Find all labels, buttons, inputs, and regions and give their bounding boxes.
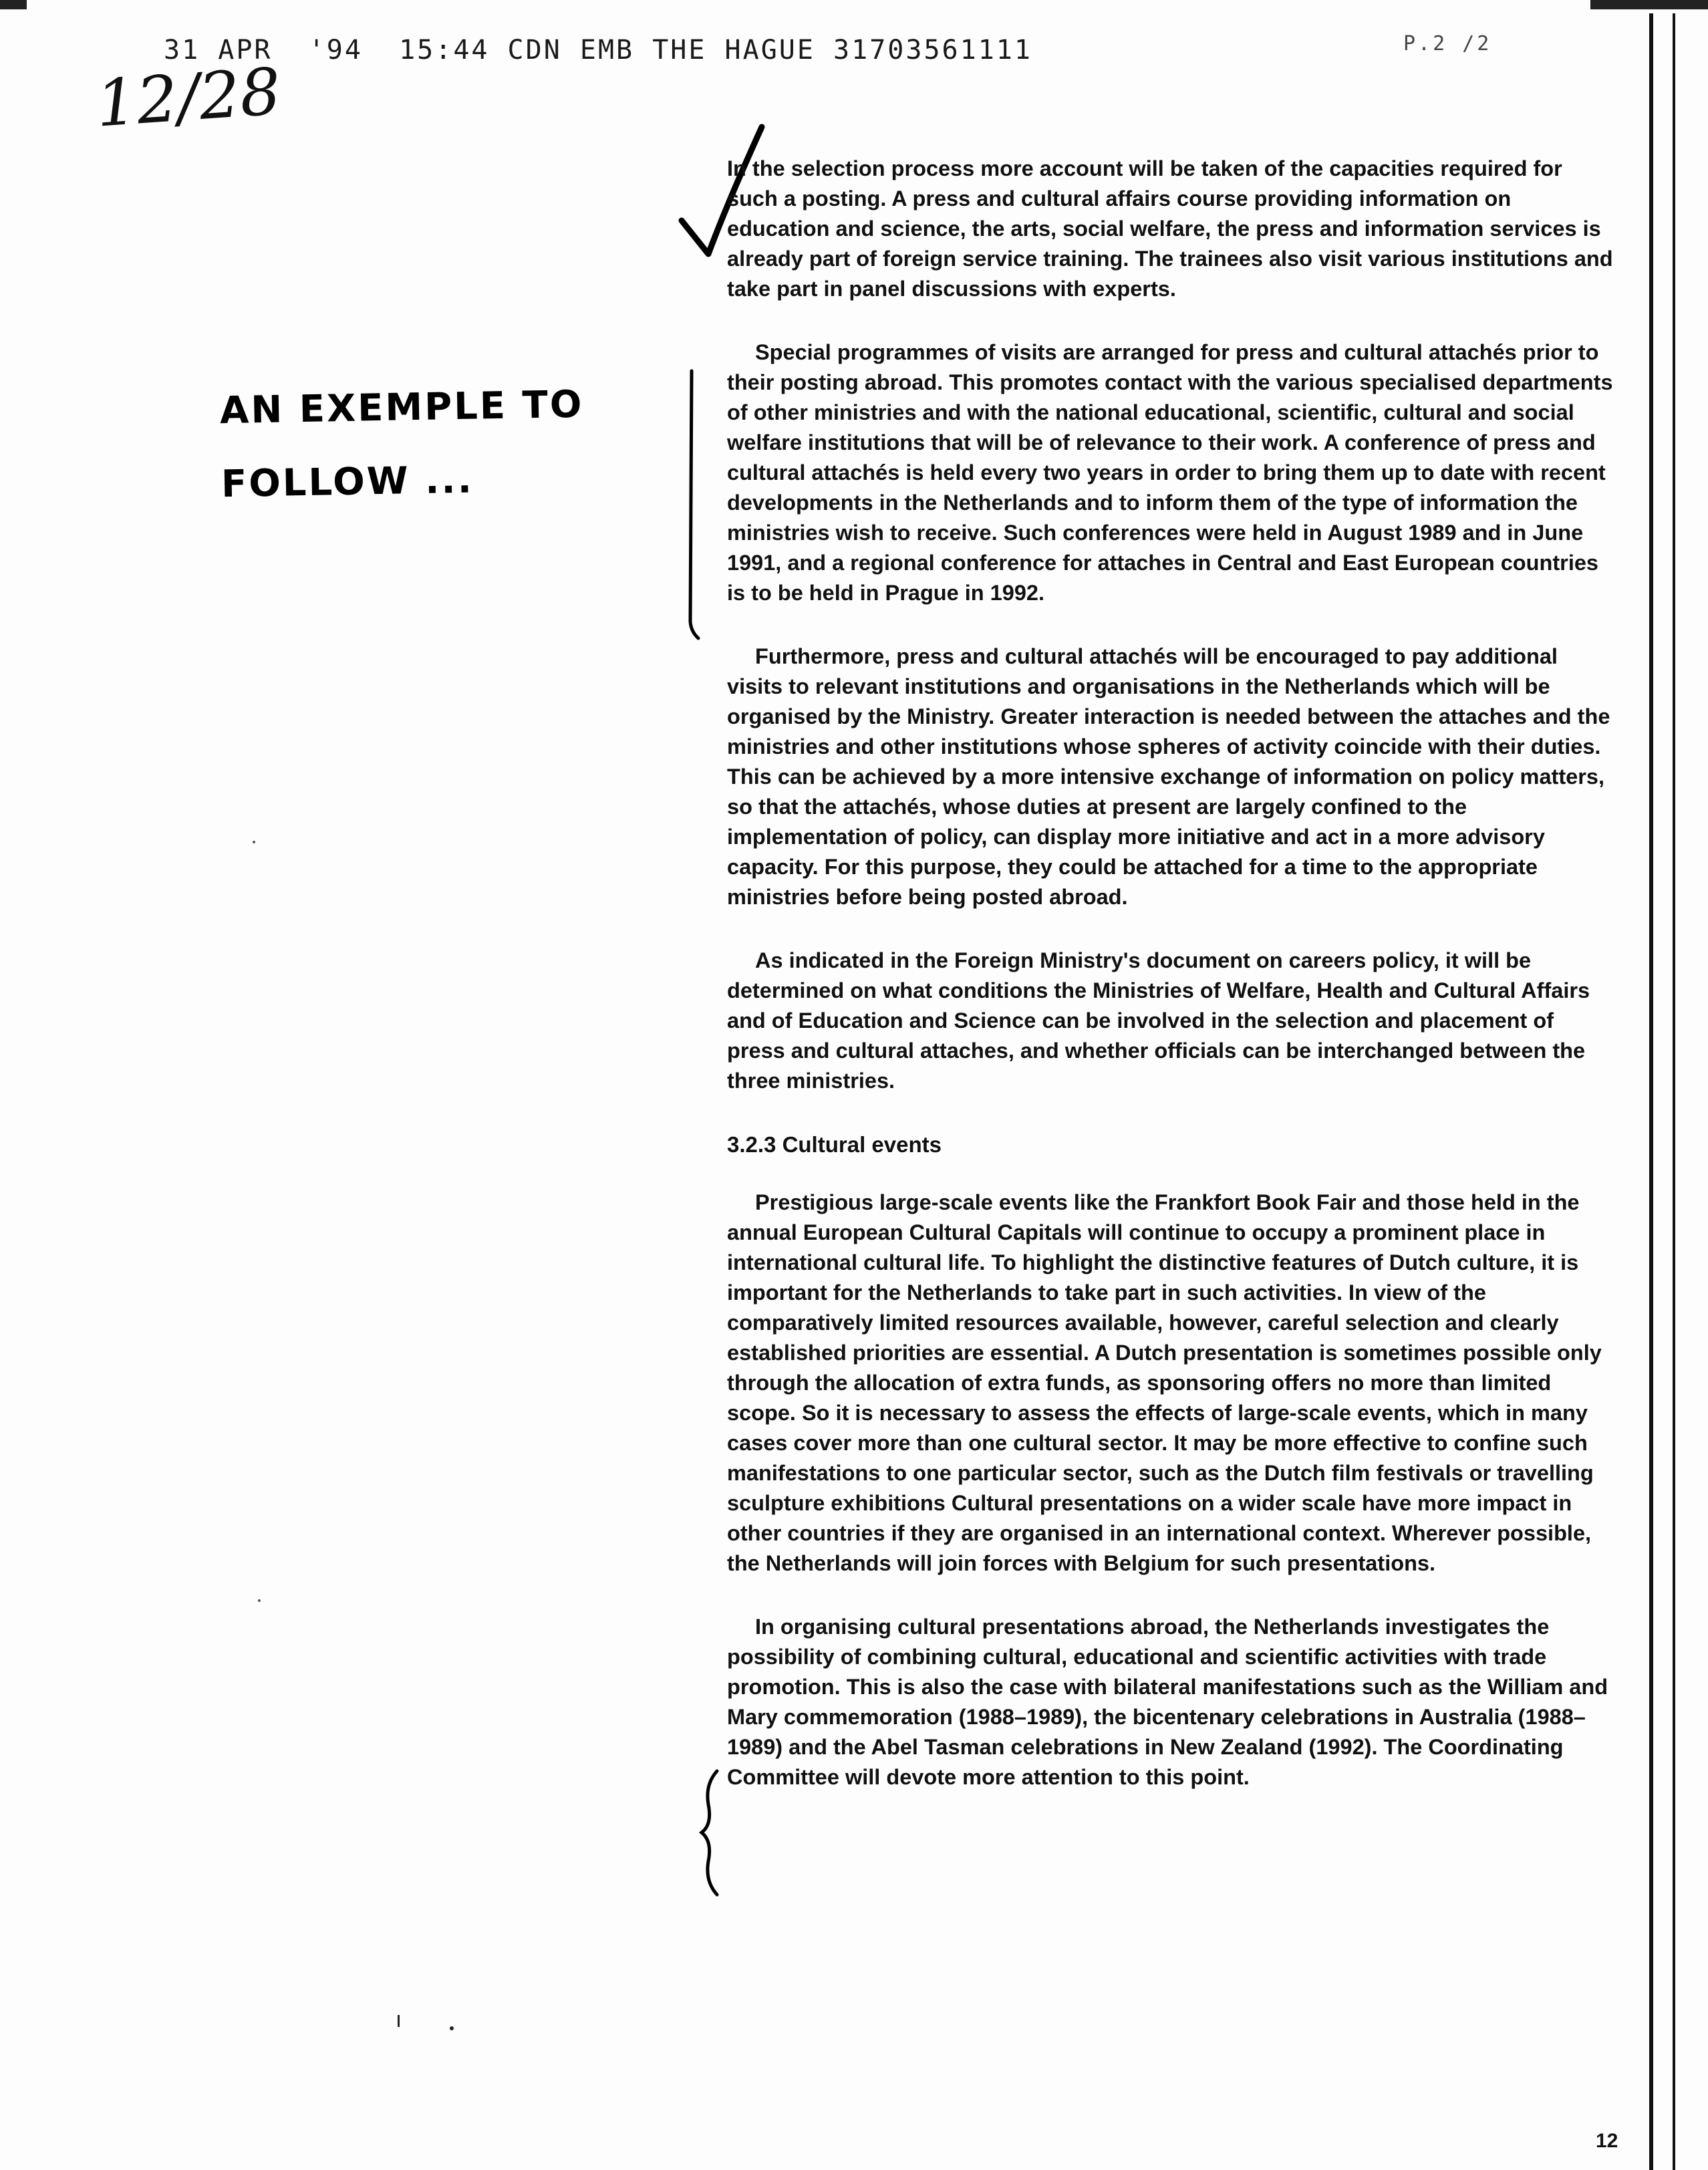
margin-brace-last-paragraph — [702, 1771, 717, 1895]
fax-header: 31 APR '94 15:44 CDN EMB THE HAGUE 31703561111 — [164, 35, 1032, 65]
fax-page-code: P.2 /2 — [1403, 32, 1492, 55]
paragraph-3: Furthermore, press and cultural attachés will be encouraged to pay additional visits to relevant institutions and organisations in the Netherlands which will be organised by the Ministry. Greater interaction is needed between the attaches and the ministries and other institutions whose spheres of activity coincide with their duties. This can be achieved by a more intensive exchange of information on policy matters, so that the attachés, whose duties at present are largely confined to the implementation of policy, can display more initiative and act in a more advisory capacity. For this purpose, they could be attached for a time to the appropriate ministries before being posted abroad. — [727, 644, 1610, 909]
handwritten-tally: 12/28 — [94, 53, 283, 142]
paragraph-2: Special programmes of visits are arranged for press and cultural attachés prior to their posting abroad. This promotes contact with the various specialised departments of other ministries and with the national educational, scientific, cultural and social welfare institutions that will be of relevance to their work. A conference of press and cultural attachés is held every two years in order to bring them up to date with recent developments in the Netherlands and to inform them of the type of information the ministries wish to receive. Such conferences were held in August 1989 and in June 1991, and a regional conference for attaches in Central and East European countries is to be held in Prague in 1992. — [727, 340, 1613, 605]
page-number: 12 — [1596, 2130, 1618, 2152]
body-text-column — [727, 154, 1616, 1826]
scan-speck — [253, 841, 255, 843]
margin-note-line-2: FOLLOW ... — [221, 458, 474, 507]
paragraph-4: As indicated in the Foreign Ministry's document on careers policy, it will be determined on what conditions the Ministries of Welfare, Health and Cultural Affairs and of Education and Science can be involved in the selection and placement of press and cultural attaches, and whether officials can be interchanged between the three ministries. — [727, 948, 1590, 1093]
paragraph-1: In the selection process more account will be taken of the capacities required for such a posting. A press and cultural affairs course providing information on education and science, the arts, social welfare, the press and information services is already part of foreign service training. The trainees also visit various institutions and take part in panel discussions with experts. — [727, 156, 1613, 301]
section-heading: 3.2.3 Cultural events — [727, 1132, 942, 1157]
margin-bracket-paragraph-2 — [690, 371, 698, 638]
scan-speck — [398, 2015, 400, 2027]
paragraph-5: Prestigious large-scale events like the Frankfort Book Fair and those held in the annual European Cultural Capitals will continue to occupy a prominent place in international cultural life. To highlight the distinctive features of Dutch culture, it is important for the Netherlands to take part in such activities. In view of the comparatively limited resources available, however, careful selection and clearly established priorities are essential. A Dutch presentation is sometimes possible only through the allocation of extra funds, as sponsoring offers no more than limited scope. So it is necessary to assess the effects of large-scale events, which in many cases cover more than one cultural sector. It may be more effective to confine such manifestations to one particular sector, such as the Dutch film festivals or travelling sculpture exhibitions Cultural presentations on a wider scale have more impact in other countries if they are organised in an international context. Wherever possible, the Netherlands will join forces with Belgium for such presentations. — [727, 1190, 1602, 1575]
scan-speck — [258, 1599, 261, 1602]
scan-speck — [450, 2026, 454, 2030]
paragraph-6: In organising cultural presentations abroad, the Netherlands investigates the possibility of combining cultural, educational and scientific activities with trade promotion. This is also the case with bilateral manifestations such as the William and Mary commemoration (1988–1989), the bicentenary celebrations in Australia (1988–1989) and the Abel Tasman celebrations in New Zealand (1992). The Coordinating Committee will devote more attention to this point. — [727, 1615, 1608, 1789]
margin-note-line-1: AN EXEMPLE TO — [219, 382, 584, 433]
